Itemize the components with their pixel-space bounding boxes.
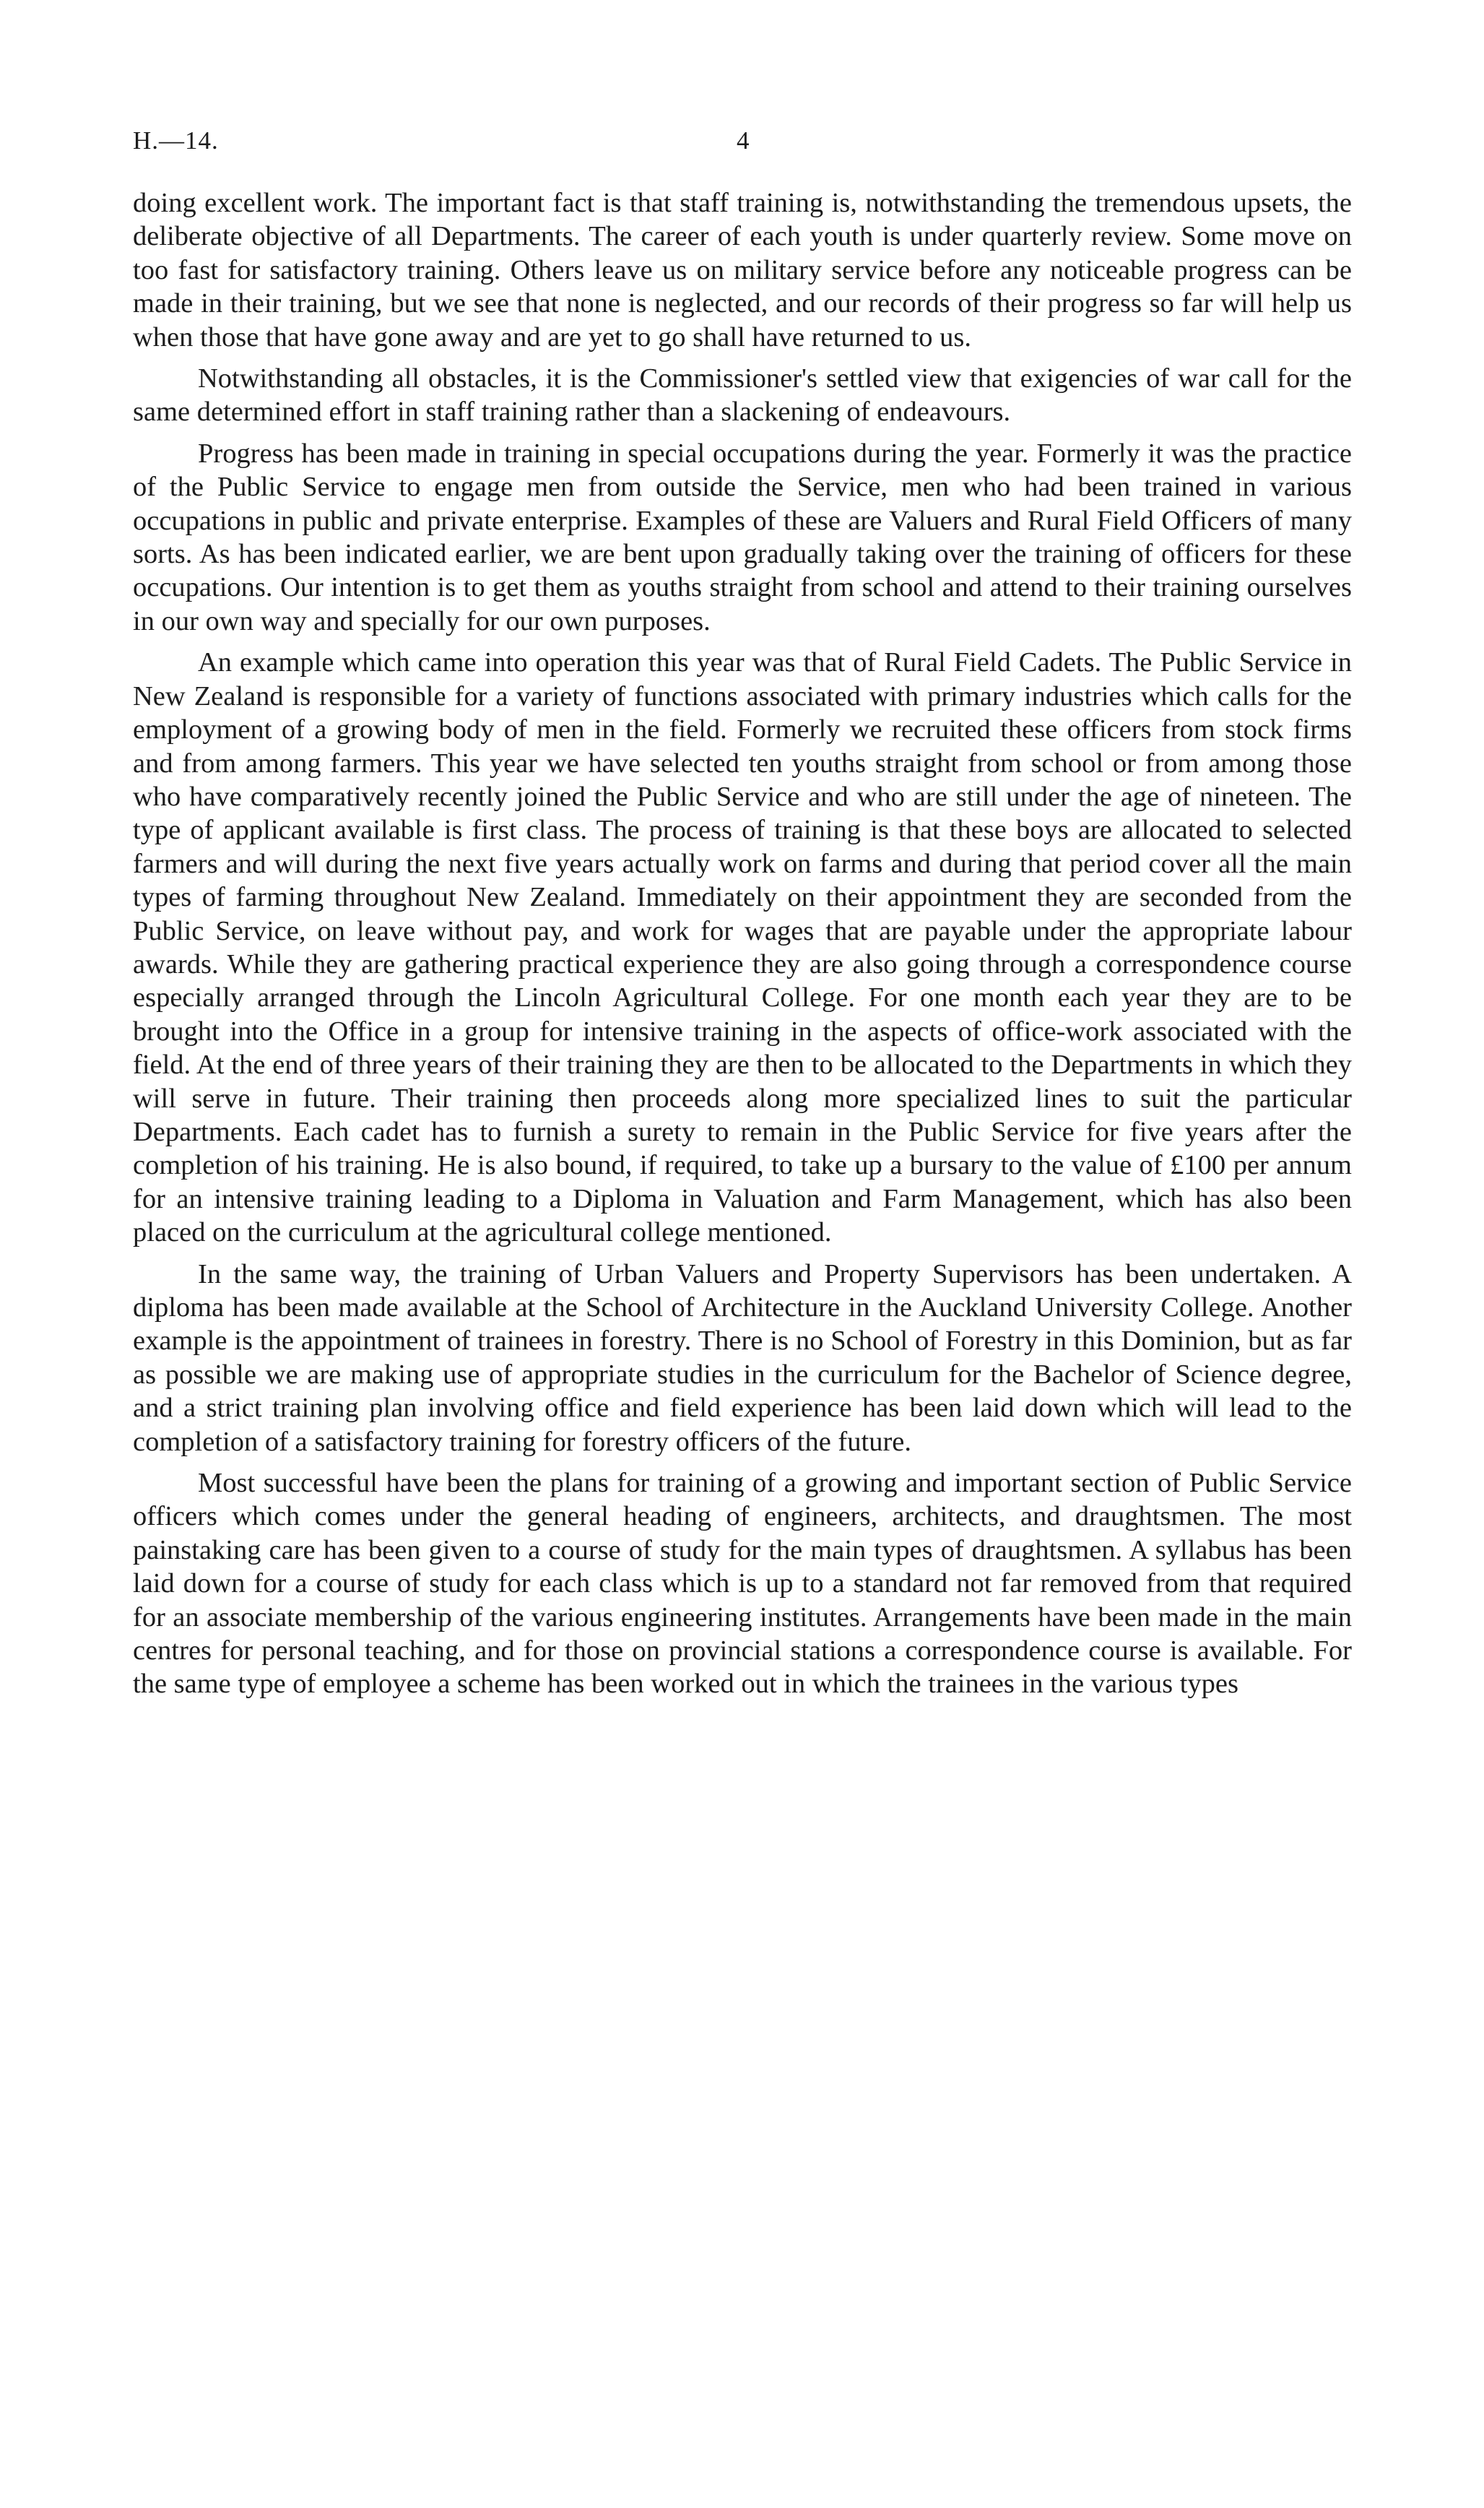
paragraph-1: doing excellent work. The important fact is that staff training is, notwithstanding the tremendous upsets, the deliberate objective of all Departments. The career of each youth is under quarterly review. Some move on too fast for satisfactory training. Others leave us on military service before any noticeable progress can be made in their training, but we see that none is neglected, and our records of their progress so far will help us when those that have gone away and are yet to go shall have returned to us. (133, 188, 1352, 353)
paragraph-5: In the same way, the training of Urban Valuers and Property Supervisors has been undertaken. A diploma has been made available at the School of Architecture in the Auckland University College. Another example is the appointment of trainees in forestry. There is no School of Forestry in this Dominion, but as far as possible we are making use of appropriate studies in the curriculum for the Bachelor of Science degree, and a strict training plan involving office and field experience has been laid down which will lead to the completion of a satisfactory training for forestry officers of the future. (133, 1258, 1352, 1457)
page-header (133, 123, 1352, 159)
paragraph-4: An example which came into operation this year was that of Rural Field Cadets. The Public Service in New Zealand is responsible for a variety of functions associated with primary industries which calls for the employment of a growing body of men in the field. Formerly we recruited these officers from stock firms and from among farmers. This year we have selected ten youths straight from school or from among those who have comparatively recently joined the Public Service and who are still under the age of nineteen. The type of applicant available is first class. The process of training is that these boys are allocated to selected farmers and will during the next five years actually work on farms and during that period cover all the main types of farming throughout New Zealand. Immediately on their appointment they are seconded from the Public Service, on leave without pay, and work for wages that are payable under the appropriate labour awards. While they are gathering practical experience they are also going through a correspondence course especially arranged through the Lincoln Agricultural College. For one month each year they are to be brought into the Office in a group for intensive training in the aspects of office-work associated with the field. At the end of three years of their training they are then to be allocated to the Departments in which they will serve in future. Their training then proceeds along more specialized lines to suit the particular Departments. Each cadet has to furnish a surety to remain in the Public Service for five years after the completion of his training. He is also bound, if required, to take up a bursary to the value of £100 per annum for an intensive training leading to a Diploma in Valuation and Farm Management, which has also been placed on the curriculum at the agricultural college mentioned. (133, 647, 1352, 1248)
document-reference: H.—14. (133, 126, 219, 155)
paragraph-2: Notwithstanding all obstacles, it is the Commissioner's settled view that exigencies of war call for the same determined effort in staff training rather than a slackening of endeavours. (133, 363, 1352, 428)
body-text (133, 186, 1352, 1709)
paragraph-3: Progress has been made in training in special occupations during the year. Formerly it was the practice of the Public Service to engage men from outside the Service, men who had been trained in various occupations in public and private enterprise. Examples of these are Valuers and Rural Field Officers of many sorts. As has been indicated earlier, we are bent upon gradually taking over the training of officers for these occupations. Our intention is to get them as youths straight from school and attend to their training ourselves in our own way and specially for our own purposes. (133, 438, 1352, 636)
page-number: 4 (737, 126, 750, 155)
paragraph-6: Most successful have been the plans for training of a growing and important section of Public Service officers which comes under the general heading of engineers, architects, and draughtsmen. The most painstaking care has been given to a course of study for the main types of draughtsmen. A syllabus has been laid down for a course of study for each class which is up to a standard not far removed from that required for an associate membership of the various engineering institutes. Arrangements have been made in the main centres for personal teaching, and for those on provincial stations a correspondence course is available. For the same type of employee a scheme has been worked out in which the trainees in the various types (133, 1468, 1352, 1700)
